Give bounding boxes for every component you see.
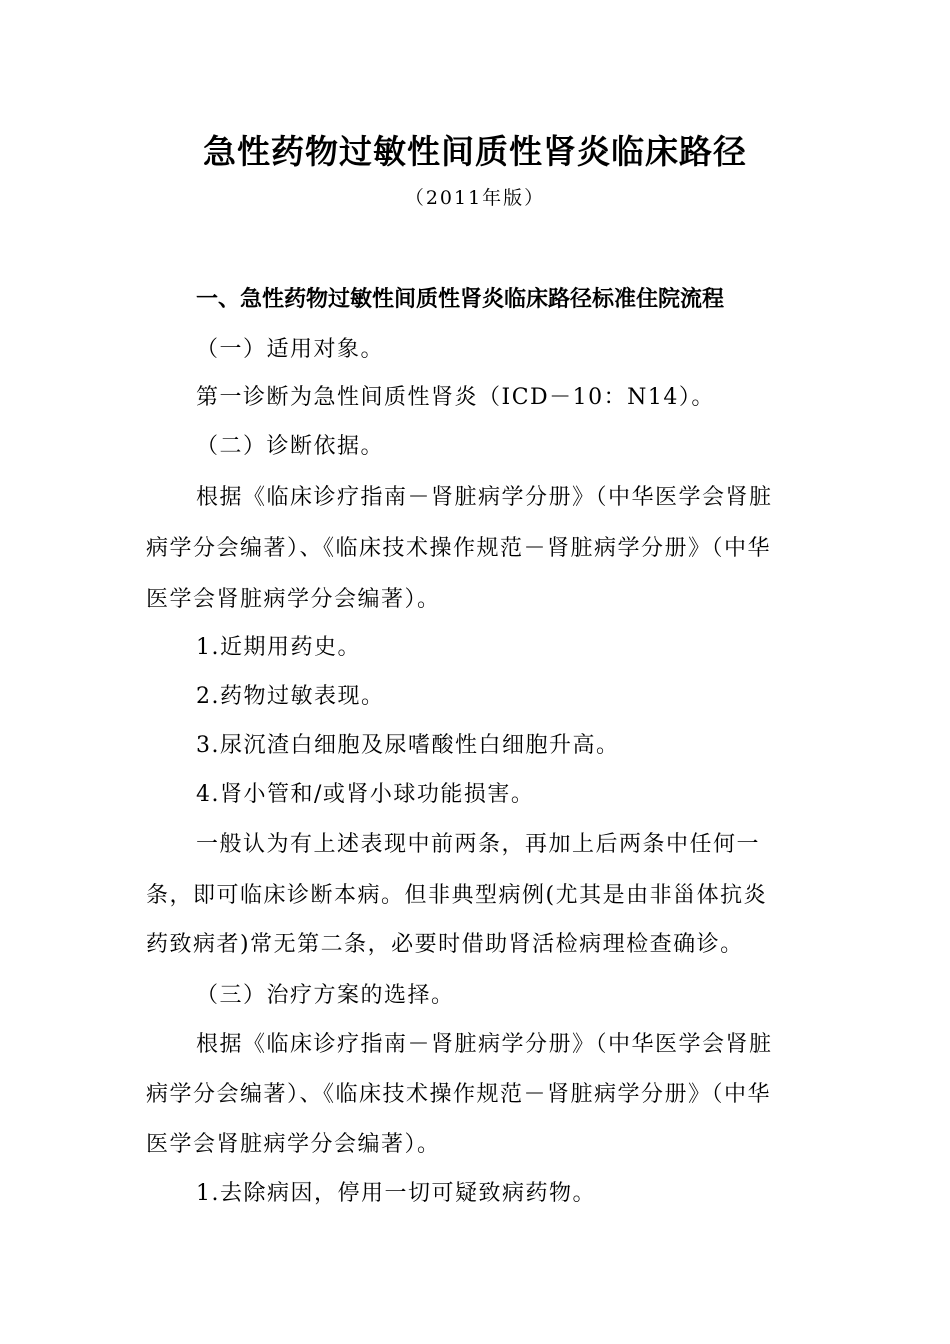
document-version: （2011年版） [404,187,546,209]
list-item: 1.去除病因，停用一切可疑致病药物。 [196,1181,596,1206]
list-item: 3.尿沉渣白细胞及尿嗜酸性白细胞升高。 [196,733,620,758]
subsection-heading: （三）治疗方案的选择。 [196,983,455,1008]
paragraph-line: 根据《临床诊疗指南－肾脏病学分册》（中华医学会肾脏 [196,485,773,510]
paragraph-line: 条，即可临床诊断本病。但非典型病例(尤其是由非甾体抗炎 [146,883,768,908]
paragraph-line: 药致病者)常无第二条，必要时借助肾活检病理检查确诊。 [146,932,744,957]
paragraph-line: 病学分会编著）、《临床技术操作规范－肾脏病学分册》（中华 [146,1082,772,1107]
subsection-heading: （一）适用对象。 [196,337,385,362]
paragraph-line: 病学分会编著）、《临床技术操作规范－肾脏病学分册》（中华 [146,536,772,561]
paragraph-line: 根据《临床诊疗指南－肾脏病学分册》（中华医学会肾脏 [196,1032,773,1057]
document-title: 急性药物过敏性间质性肾炎临床路径 [203,132,747,171]
paragraph-line: 医学会肾脏病学分会编著）。 [146,587,441,612]
list-item: 1.近期用药史。 [196,635,361,660]
paragraph-line: 医学会肾脏病学分会编著）。 [146,1132,441,1157]
subsection-heading: （二）诊断依据。 [196,434,385,459]
paragraph-line: 第一诊断为急性间质性肾炎（ICD－10：N14）。 [196,385,715,410]
section-heading: 一、急性药物过敏性间质性肾炎临床路径标准住院流程 [196,287,725,312]
list-item: 4.肾小管和/或肾小球功能损害。 [196,782,535,807]
paragraph-line: 一般认为有上述表现中前两条，再加上后两条中任何一 [196,832,761,857]
list-item: 2.药物过敏表现。 [196,684,385,709]
